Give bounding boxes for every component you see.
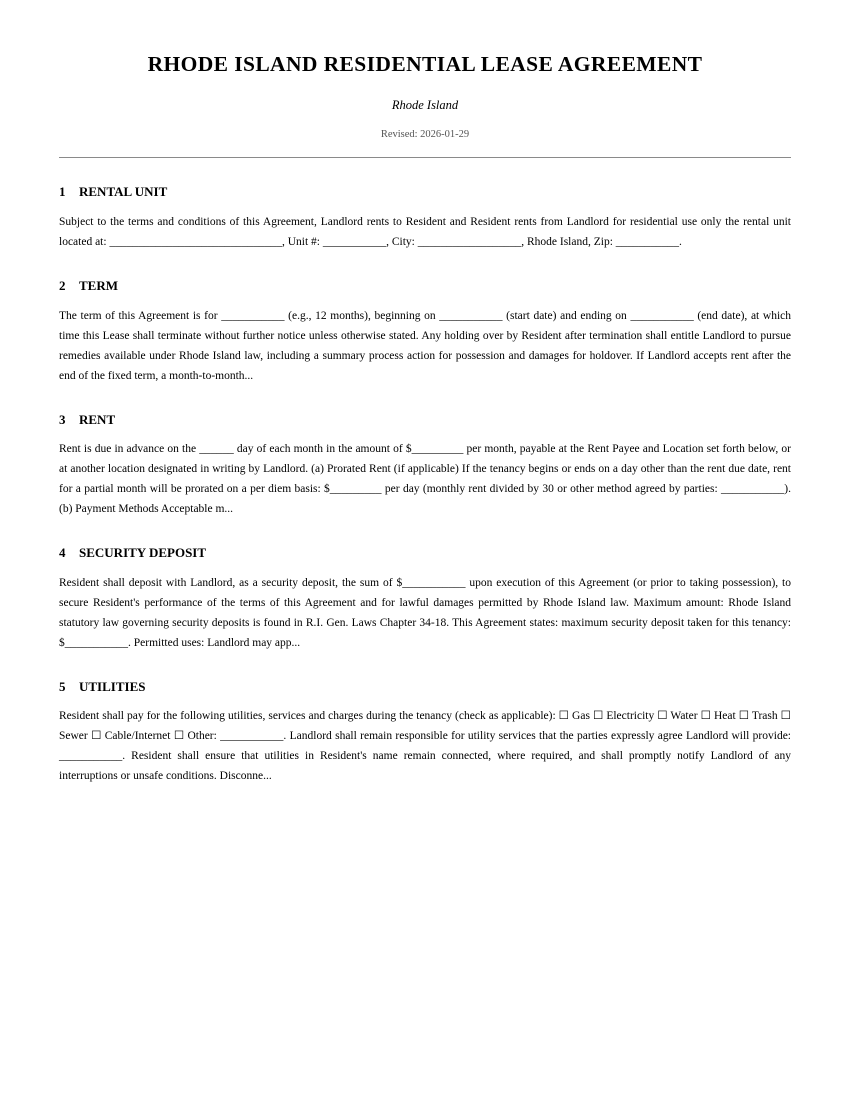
- document-subtitle: Rhode Island: [391, 97, 459, 112]
- section-body: Resident shall deposit with Landlord, as a security deposit, the sum of $___________ upon execution of this Agreement (or prior to taking possession), to secure Resident's performance of the terms of this Agreement and for lawful damages permitted by Rhode Island law. Maximum amount: Rhode Island statutory law governing security deposits is found in R.I. Gen. Laws Chapter 34-18. This Agreement states: maximum security deposit taken for this tenancy: $___________. Permitted uses: Landlord may app...: [59, 576, 791, 649]
- section-heading: [59, 545, 791, 561]
- section-label: RENT: [79, 411, 116, 427]
- section-heading: [59, 412, 791, 428]
- section-label: UTILITIES: [79, 678, 146, 694]
- section-label: RENTAL UNIT: [79, 184, 168, 200]
- section-number: 4: [59, 545, 66, 561]
- section-body: Resident shall pay for the following utilities, services and charges during the tenancy (check as applicable): ☐ Gas ☐ Electricity ☐ Water ☐ Heat ☐ Trash ☐ Sewer ☐ Cable/Internet ☐ Other: ___________. Landlord shall remain responsible for utility services that the parties expressly agree Landlord will provide: ___________. Resident shall ensure that utilities in Resident's name remain connected, where required, and shall promptly notify Landlord of any interruptions or unsafe conditions. Disconne...: [59, 710, 791, 783]
- section-body: Rent is due in advance on the ______ day of each month in the amount of $_________ per month, payable at the Rent Payee and Location set forth below, or at another location designated in writing by Landlord. (a) Prorated Rent (if applicable) If the tenancy begins or ends on a day other than the rent due date, rent for a partial month will be prorated on a per diem basis: $_________ per day (monthly rent divided by 30 or other method agreed by parties: ___________). (b) Payment Methods Acceptable m...: [59, 443, 791, 516]
- section-number: 3: [59, 411, 66, 427]
- header-divider: [59, 157, 791, 158]
- section-utilities: [59, 679, 791, 787]
- section-number: 5: [59, 678, 66, 694]
- section-term: [59, 278, 791, 386]
- section-label: TERM: [79, 277, 118, 293]
- section-body: Subject to the terms and conditions of this Agreement, Landlord rents to Resident and Resident rents from Landlord for residential use only the rental unit located at: ______________________________, Unit #: ___________, City: __________________, Rhode Island, Zip: ___________.: [59, 215, 791, 248]
- document-content: [59, 0, 791, 786]
- section-number: 1: [59, 184, 66, 200]
- section-security-deposit: [59, 545, 791, 653]
- section-heading: [59, 184, 791, 200]
- section-rental-unit: [59, 184, 791, 252]
- section-heading: [59, 679, 791, 695]
- section-heading: [59, 278, 791, 294]
- section-rent: [59, 412, 791, 520]
- page-title: RHODE ISLAND RESIDENTIAL LEASE AGREEMENT: [147, 52, 703, 76]
- section-body: The term of this Agreement is for ___________ (e.g., 12 months), beginning on ___________ (start date) and ending on ___________ (end date), at which time this Lease shall terminate without further notice unless otherwise stated. Any holding over by Resident after termination shall entitle Landlord to pursue remedies available under Rhode Island law, including a summary process action for possession and damages for holdover. If Landlord accepts rent after the end of the fixed term, a month-to-month...: [59, 309, 791, 382]
- document-revised-date: Revised: 2026-01-29: [380, 128, 470, 140]
- section-label: SECURITY DEPOSIT: [79, 545, 207, 561]
- section-number: 2: [59, 277, 66, 293]
